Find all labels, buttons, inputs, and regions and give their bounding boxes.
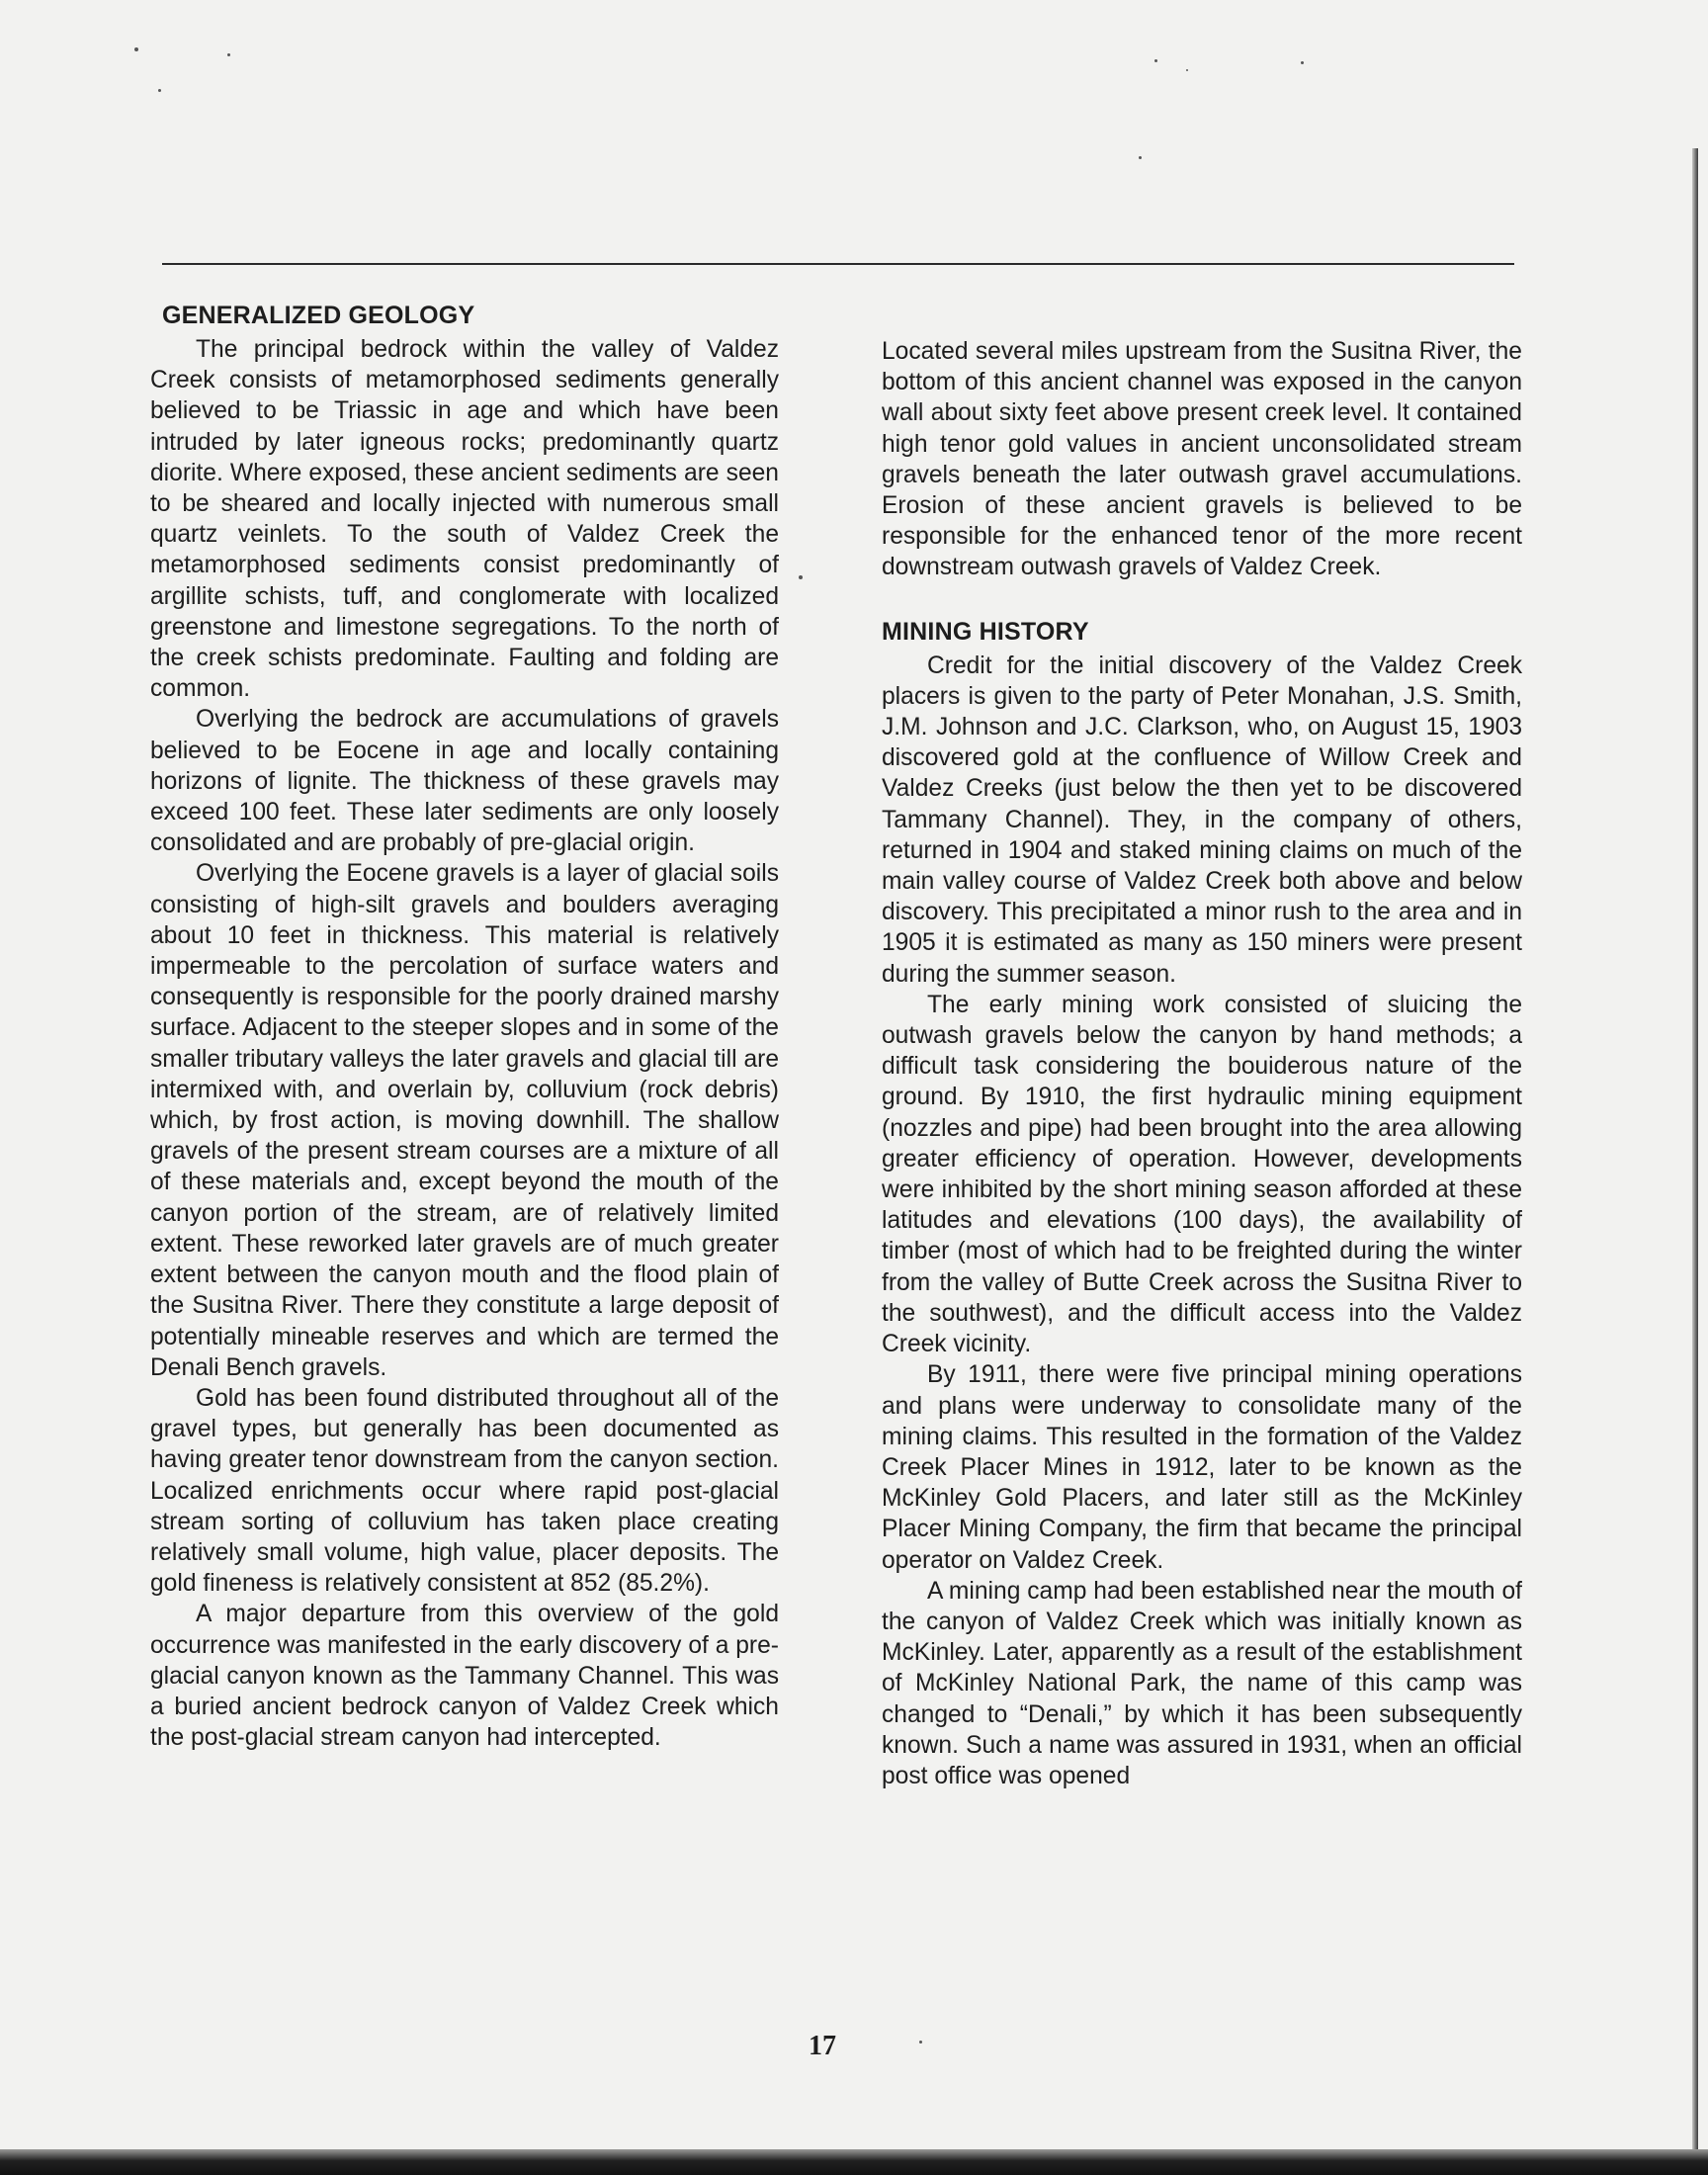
section-heading-mining-history: MINING HISTORY [882,617,1089,646]
scan-speck [1154,59,1157,62]
paragraph: A mining camp had been established near the mouth of the canyon of Valdez Creek which was initially known as McKinley. Later, apparently as a result of the establishment of McKinley National Park, the name of this camp was changed to “Denali,” by which it has been subsequently known. Such a name was assured in 1931, when an official post office was opened [882,1577,1522,1789]
section-heading-generalized-geology: GENERALIZED GEOLOGY [162,302,475,329]
page-edge-shadow [1692,148,1698,2165]
right-column [882,336,1522,1791]
paragraph: The principal bedrock within the valley of Valdez Creek consists of metamorphosed sediments generally believed to be Triassic in age and which have been intruded by later igneous rocks; predominantly quartz diorite. Where exposed, these ancient sediments are seen to be sheared and locally injected with numerous small quartz veinlets. To the south of Valdez Creek the metamorphosed sediments consist predominantly of argillite schists, tuff, and conglomerate with localized greenstone and limestone segregations. To the north of the creek schists predominate. Faulting and folding are common. [150,336,779,703]
paragraph: Gold has been found distributed throughout all of the gravel types, but generally has been documented as having greater tenor downstream from the canyon section. Localized enrichments occur where rapid post-glacial stream sorting of colluvium has taken place creating relatively small volume, high value, placer deposits. The gold fineness is relatively consistent at 852 (85.2%). [150,1384,779,1598]
page-number: 17 [809,2031,836,2061]
scan-speck [227,53,230,56]
section-gap [882,583,1522,613]
top-rule [162,263,1514,265]
left-column [150,297,779,1753]
scan-speck [158,89,161,92]
paragraph: The early mining work consisted of sluicing the outwash gravels below the canyon by hand methods; a difficult task considering the bouiderous nature of the ground. By 1910, the first hydraulic mining equipment (nozzles and pipe) had been brought into the area allowing greater efficiency of operation. However, developments were inhibited by the short mining season afforded at these latitudes and elevations (100 days), the availability of timber (most of which had to be freighted during the winter from the valley of Butte Creek across the Susitna River to the southwest), and the difficult access into the Valdez Creek vicinity. [882,991,1522,1358]
scan-speck [1301,61,1304,64]
paragraph: Overlying the bedrock are accumulations of gravels believed to be Eocene in age and locally containing horizons of lignite. The thickness of these gravels may exceed 100 feet. These later sediments are only loosely consolidated and are probably of pre-glacial origin. [150,706,779,857]
scan-speck [799,575,803,579]
scan-speck [1139,156,1142,159]
scan-speck [1186,69,1188,71]
scan-speck [919,2041,922,2044]
page-bottom-edge [0,2149,1708,2175]
paragraph: A major departure from this overview of the gold occurrence was manifested in the early discovery of a pre-glacial canyon known as the Tammany Channel. This was a buried ancient bedrock canyon of Valdez Creek which the post-glacial stream canyon had intercepted. [150,1601,779,1752]
paragraph: Overlying the Eocene gravels is a layer of glacial soils consisting of high-silt gravels and boulders averaging about 10 feet in thickness. This material is relatively impermeable to the percolation of surface waters and consequently is responsible for the poorly drained marshy surface. Adjacent to the steeper slopes and in some of the smaller tributary valleys the later gravels and glacial till are intermixed with, and overlain by, colluvium (rock debris) which, by frost action, is moving downhill. The shallow gravels of the present stream courses are a mixture of all of these materials and, except beyond the mouth of the canyon portion of the stream, are of relatively limited extent. These reworked later gravels are of much greater extent between the canyon mouth and the flood plain of the Susitna River. There they constitute a large deposit of potentially mineable reserves and which are termed the Denali Bench gravels. [150,860,779,1381]
paragraph: By 1911, there were five principal mining operations and plans were underway to consolidate many of the mining claims. This resulted in the formation of the Valdez Creek Placer Mines in 1912, later to be known as the McKinley Gold Placers, and later still as the McKinley Placer Mining Company, the firm that became the principal operator on Valdez Creek. [882,1361,1522,1574]
scan-speck [134,47,138,51]
continuation-paragraph: Located several miles upstream from the Susitna River, the bottom of this ancient channel was exposed in the canyon wall about sixty feet above present creek level. It contained high tenor gold values in ancient unconsolidated stream gravels beneath the later outwash gravel accumulations. Erosion of these ancient gravels is believed to be responsible for the enhanced tenor of the more recent downstream outwash gravels of Valdez Creek. [882,338,1522,581]
paragraph: Credit for the initial discovery of the Valdez Creek placers is given to the party of Peter Monahan, J.S. Smith, J.M. Johnson and J.C. Clarkson, who, on August 15, 1903 discovered gold at the confluence of Willow Creek and Valdez Creeks (just below the then yet to be discovered Tammany Channel). They, in the company of others, returned in 1904 and staked mining claims on much of the main valley course of Valdez Creek both above and below discovery. This precipitated a minor rush to the area and in 1905 it is estimated as many as 150 miners were present during the summer season. [882,652,1522,988]
